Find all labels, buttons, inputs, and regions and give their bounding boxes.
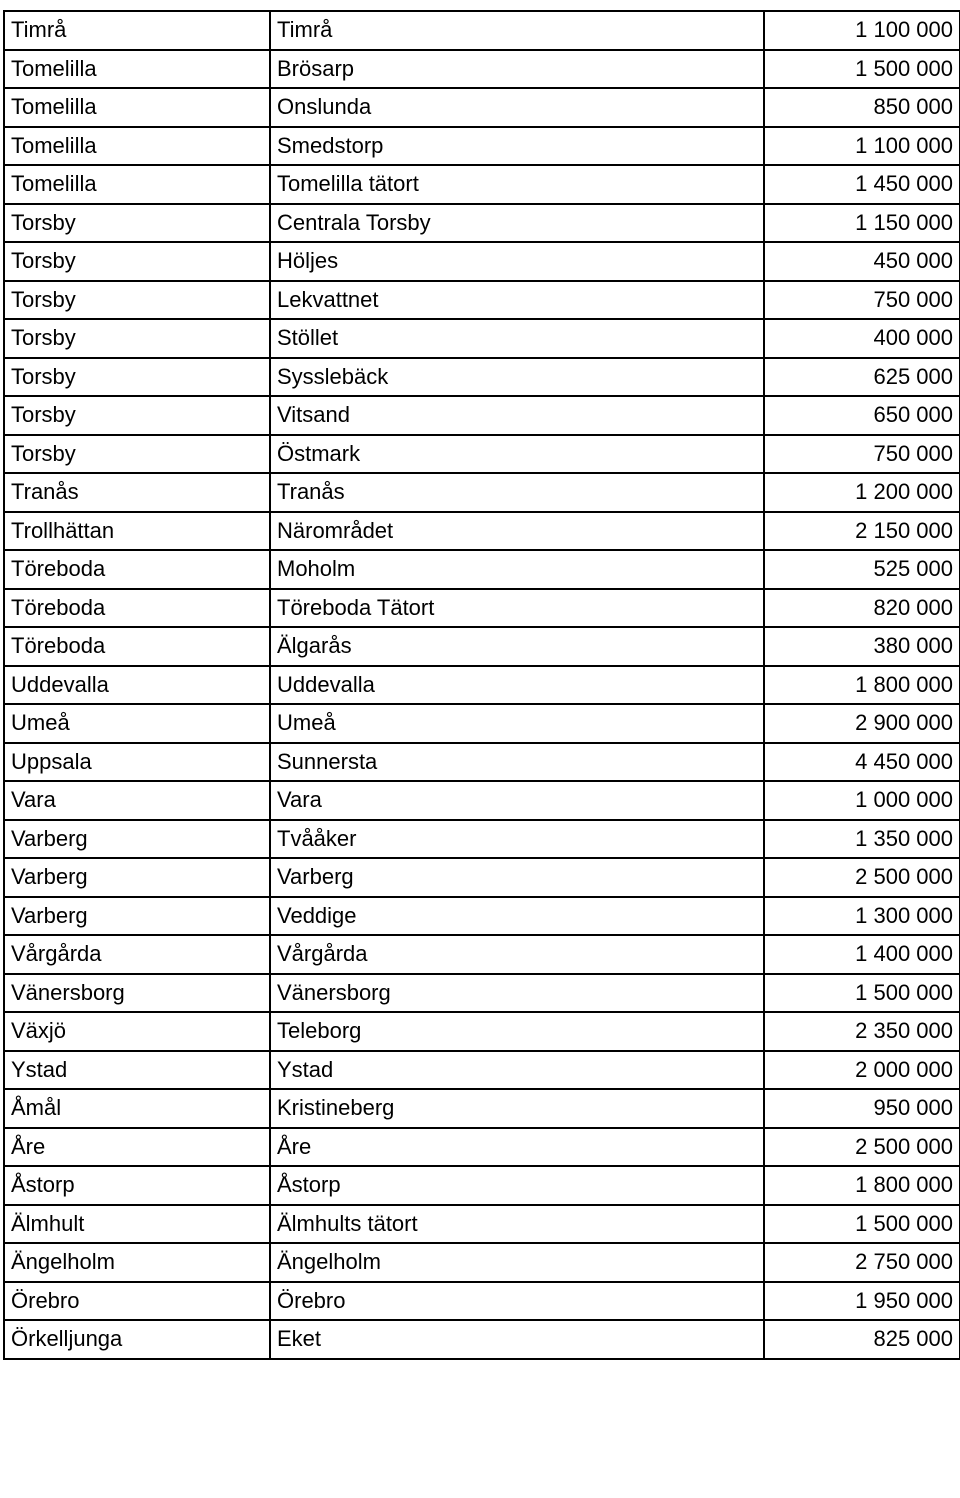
table-row bbox=[4, 743, 960, 782]
amount-cell: 825 000 bbox=[764, 1320, 960, 1359]
amount-cell: 1 200 000 bbox=[764, 473, 960, 512]
table-row bbox=[4, 1282, 960, 1321]
kommun-cell: Vara bbox=[4, 781, 270, 820]
ort-cell: Lekvattnet bbox=[270, 281, 764, 320]
kommun-cell: Växjö bbox=[4, 1012, 270, 1051]
table-row bbox=[4, 1012, 960, 1051]
kommun-cell: Tranås bbox=[4, 473, 270, 512]
amount-cell: 450 000 bbox=[764, 242, 960, 281]
amount-cell: 650 000 bbox=[764, 396, 960, 435]
ort-cell: Umeå bbox=[270, 704, 764, 743]
amount-cell: 1 400 000 bbox=[764, 935, 960, 974]
kommun-cell: Torsby bbox=[4, 319, 270, 358]
ort-cell: Stöllet bbox=[270, 319, 764, 358]
amount-cell: 1 150 000 bbox=[764, 204, 960, 243]
kommun-cell: Vårgårda bbox=[4, 935, 270, 974]
table-row bbox=[4, 358, 960, 397]
table-row bbox=[4, 1128, 960, 1167]
kommun-cell: Timrå bbox=[4, 11, 270, 50]
table-row bbox=[4, 11, 960, 50]
amount-cell: 2 500 000 bbox=[764, 858, 960, 897]
table-row bbox=[4, 974, 960, 1013]
amount-cell: 4 450 000 bbox=[764, 743, 960, 782]
table-row bbox=[4, 1051, 960, 1090]
kommun-cell: Örkelljunga bbox=[4, 1320, 270, 1359]
ort-cell: Onslunda bbox=[270, 88, 764, 127]
table-row bbox=[4, 127, 960, 166]
ort-cell: Sunnersta bbox=[270, 743, 764, 782]
ort-cell: Moholm bbox=[270, 550, 764, 589]
data-table bbox=[3, 10, 960, 1360]
kommun-cell: Tomelilla bbox=[4, 50, 270, 89]
amount-cell: 1 500 000 bbox=[764, 1205, 960, 1244]
ort-cell: Sysslebäck bbox=[270, 358, 764, 397]
ort-cell: Tvååker bbox=[270, 820, 764, 859]
kommun-cell: Torsby bbox=[4, 396, 270, 435]
ort-cell: Närområdet bbox=[270, 512, 764, 551]
amount-cell: 1 100 000 bbox=[764, 11, 960, 50]
amount-cell: 750 000 bbox=[764, 435, 960, 474]
kommun-cell: Tomelilla bbox=[4, 165, 270, 204]
amount-cell: 525 000 bbox=[764, 550, 960, 589]
ort-cell: Vitsand bbox=[270, 396, 764, 435]
table-row bbox=[4, 512, 960, 551]
ort-cell: Vara bbox=[270, 781, 764, 820]
table-row bbox=[4, 435, 960, 474]
kommun-cell: Torsby bbox=[4, 435, 270, 474]
table-row bbox=[4, 204, 960, 243]
amount-cell: 2 350 000 bbox=[764, 1012, 960, 1051]
table-row bbox=[4, 473, 960, 512]
table-row bbox=[4, 88, 960, 127]
table-body bbox=[4, 11, 960, 1359]
table-row bbox=[4, 50, 960, 89]
ort-cell: Tomelilla tätort bbox=[270, 165, 764, 204]
kommun-cell: Umeå bbox=[4, 704, 270, 743]
amount-cell: 625 000 bbox=[764, 358, 960, 397]
ort-cell: Åre bbox=[270, 1128, 764, 1167]
table-row bbox=[4, 666, 960, 705]
amount-cell: 1 450 000 bbox=[764, 165, 960, 204]
amount-cell: 1 800 000 bbox=[764, 666, 960, 705]
kommun-cell: Trollhättan bbox=[4, 512, 270, 551]
amount-cell: 2 750 000 bbox=[764, 1243, 960, 1282]
amount-cell: 400 000 bbox=[764, 319, 960, 358]
kommun-cell: Töreboda bbox=[4, 550, 270, 589]
table-row bbox=[4, 589, 960, 628]
kommun-cell: Torsby bbox=[4, 242, 270, 281]
amount-cell: 2 000 000 bbox=[764, 1051, 960, 1090]
ort-cell: Centrala Torsby bbox=[270, 204, 764, 243]
table-row bbox=[4, 781, 960, 820]
kommun-cell: Varberg bbox=[4, 820, 270, 859]
table-row bbox=[4, 897, 960, 936]
kommun-cell: Torsby bbox=[4, 358, 270, 397]
table-row bbox=[4, 396, 960, 435]
amount-cell: 1 350 000 bbox=[764, 820, 960, 859]
kommun-cell: Ystad bbox=[4, 1051, 270, 1090]
table-row bbox=[4, 242, 960, 281]
amount-cell: 2 500 000 bbox=[764, 1128, 960, 1167]
ort-cell: Tranås bbox=[270, 473, 764, 512]
amount-cell: 2 900 000 bbox=[764, 704, 960, 743]
kommun-cell: Töreboda bbox=[4, 627, 270, 666]
amount-cell: 1 000 000 bbox=[764, 781, 960, 820]
amount-cell: 1 500 000 bbox=[764, 974, 960, 1013]
kommun-cell: Uddevalla bbox=[4, 666, 270, 705]
ort-cell: Höljes bbox=[270, 242, 764, 281]
table-row bbox=[4, 1243, 960, 1282]
kommun-cell: Åmål bbox=[4, 1089, 270, 1128]
table-row bbox=[4, 704, 960, 743]
amount-cell: 1 100 000 bbox=[764, 127, 960, 166]
amount-cell: 1 800 000 bbox=[764, 1166, 960, 1205]
ort-cell: Örebro bbox=[270, 1282, 764, 1321]
table-row bbox=[4, 627, 960, 666]
kommun-cell: Varberg bbox=[4, 897, 270, 936]
ort-cell: Kristineberg bbox=[270, 1089, 764, 1128]
kommun-cell: Varberg bbox=[4, 858, 270, 897]
table-row bbox=[4, 1205, 960, 1244]
kommun-cell: Ängelholm bbox=[4, 1243, 270, 1282]
ort-cell: Östmark bbox=[270, 435, 764, 474]
kommun-cell: Tomelilla bbox=[4, 88, 270, 127]
ort-cell: Varberg bbox=[270, 858, 764, 897]
amount-cell: 850 000 bbox=[764, 88, 960, 127]
ort-cell: Brösarp bbox=[270, 50, 764, 89]
ort-cell: Uddevalla bbox=[270, 666, 764, 705]
amount-cell: 820 000 bbox=[764, 589, 960, 628]
table-row bbox=[4, 935, 960, 974]
table-row bbox=[4, 820, 960, 859]
ort-cell: Eket bbox=[270, 1320, 764, 1359]
ort-cell: Vårgårda bbox=[270, 935, 764, 974]
kommun-cell: Torsby bbox=[4, 281, 270, 320]
kommun-cell: Töreboda bbox=[4, 589, 270, 628]
amount-cell: 750 000 bbox=[764, 281, 960, 320]
ort-cell: Älmhults tätort bbox=[270, 1205, 764, 1244]
ort-cell: Timrå bbox=[270, 11, 764, 50]
amount-cell: 1 500 000 bbox=[764, 50, 960, 89]
ort-cell: Teleborg bbox=[270, 1012, 764, 1051]
kommun-cell: Tomelilla bbox=[4, 127, 270, 166]
ort-cell: Åstorp bbox=[270, 1166, 764, 1205]
amount-cell: 1 300 000 bbox=[764, 897, 960, 936]
table-row bbox=[4, 319, 960, 358]
ort-cell: Töreboda Tätort bbox=[270, 589, 764, 628]
kommun-cell: Örebro bbox=[4, 1282, 270, 1321]
kommun-cell: Älmhult bbox=[4, 1205, 270, 1244]
kommun-cell: Åre bbox=[4, 1128, 270, 1167]
amount-cell: 1 950 000 bbox=[764, 1282, 960, 1321]
table-row bbox=[4, 165, 960, 204]
table-row bbox=[4, 1089, 960, 1128]
table-row bbox=[4, 1320, 960, 1359]
kommun-cell: Åstorp bbox=[4, 1166, 270, 1205]
ort-cell: Vänersborg bbox=[270, 974, 764, 1013]
ort-cell: Ängelholm bbox=[270, 1243, 764, 1282]
kommun-cell: Vänersborg bbox=[4, 974, 270, 1013]
amount-cell: 380 000 bbox=[764, 627, 960, 666]
table-row bbox=[4, 281, 960, 320]
kommun-cell: Torsby bbox=[4, 204, 270, 243]
ort-cell: Ystad bbox=[270, 1051, 764, 1090]
amount-cell: 950 000 bbox=[764, 1089, 960, 1128]
table-row bbox=[4, 858, 960, 897]
ort-cell: Älgarås bbox=[270, 627, 764, 666]
ort-cell: Smedstorp bbox=[270, 127, 764, 166]
table-row bbox=[4, 1166, 960, 1205]
table-row bbox=[4, 550, 960, 589]
ort-cell: Veddige bbox=[270, 897, 764, 936]
amount-cell: 2 150 000 bbox=[764, 512, 960, 551]
kommun-cell: Uppsala bbox=[4, 743, 270, 782]
